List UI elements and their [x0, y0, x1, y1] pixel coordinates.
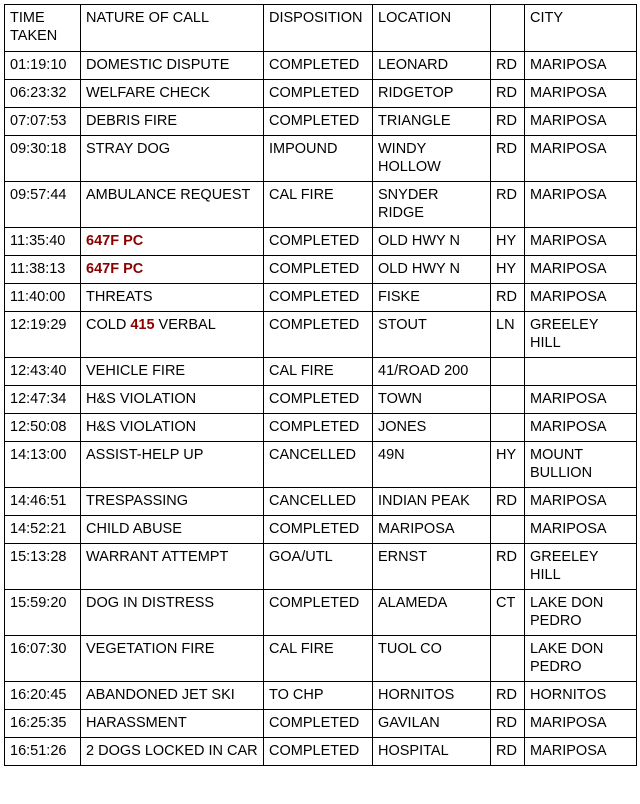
cell-disposition: COMPLETED — [264, 312, 373, 358]
cell-disposition: COMPLETED — [264, 284, 373, 312]
cell-city: MOUNT BULLION — [525, 442, 637, 488]
cell-city: MARIPOSA — [525, 386, 637, 414]
cell-nature — [81, 52, 264, 80]
table-row — [5, 710, 637, 738]
cell-time: 09:57:44 — [5, 182, 81, 228]
nature-text: H&S VIOLATION — [86, 419, 197, 435]
cell-nature — [81, 358, 264, 386]
cell-suffix: RD — [491, 738, 525, 766]
table-row — [5, 544, 637, 590]
cell-nature — [81, 710, 264, 738]
cell-disposition: COMPLETED — [264, 256, 373, 284]
cell-location: GAVILAN — [373, 710, 491, 738]
col-header-disposition: DISPOSITION — [264, 5, 373, 52]
cell-location: ERNST — [373, 544, 491, 590]
cell-time: 01:19:10 — [5, 52, 81, 80]
cell-location: 41/ROAD 200 — [373, 358, 491, 386]
nature-text: DEBRIS FIRE — [86, 113, 178, 129]
cell-location: TUOL CO — [373, 636, 491, 682]
cell-suffix: RD — [491, 488, 525, 516]
cell-time: 16:07:30 — [5, 636, 81, 682]
cell-suffix — [491, 414, 525, 442]
table-row — [5, 682, 637, 710]
col-header-city: CITY — [525, 5, 637, 52]
cell-nature — [81, 442, 264, 488]
nature-text: AMBULANCE REQUEST — [86, 187, 251, 203]
call-log-body — [5, 52, 637, 766]
cell-suffix: RD — [491, 108, 525, 136]
cell-disposition: CAL FIRE — [264, 182, 373, 228]
nature-text: CHILD ABUSE — [86, 521, 182, 537]
nature-text: TRESPASSING — [86, 493, 189, 509]
nature-text: STRAY DOG — [86, 141, 171, 157]
cell-time: 14:46:51 — [5, 488, 81, 516]
nature-text: HARASSMENT — [86, 715, 187, 731]
table-row — [5, 228, 637, 256]
cell-nature — [81, 682, 264, 710]
cell-suffix: RD — [491, 80, 525, 108]
cell-city: MARIPOSA — [525, 738, 637, 766]
table-row — [5, 738, 637, 766]
cell-suffix: RD — [491, 52, 525, 80]
table-row — [5, 636, 637, 682]
cell-nature — [81, 414, 264, 442]
nature-text: VEHICLE FIRE — [86, 363, 186, 379]
col-header-time: TIME TAKEN — [5, 5, 81, 52]
cell-location: HORNITOS — [373, 682, 491, 710]
cell-city: MARIPOSA — [525, 256, 637, 284]
cell-nature — [81, 590, 264, 636]
cell-disposition: CAL FIRE — [264, 358, 373, 386]
cell-location: SNYDER RIDGE — [373, 182, 491, 228]
cell-disposition: COMPLETED — [264, 228, 373, 256]
cell-nature — [81, 136, 264, 182]
cell-suffix: RD — [491, 710, 525, 738]
table-row — [5, 590, 637, 636]
cell-time: 15:13:28 — [5, 544, 81, 590]
cell-suffix: RD — [491, 136, 525, 182]
cell-time: 12:43:40 — [5, 358, 81, 386]
cell-location: RIDGETOP — [373, 80, 491, 108]
cell-suffix — [491, 636, 525, 682]
cell-disposition: COMPLETED — [264, 738, 373, 766]
cell-city: MARIPOSA — [525, 108, 637, 136]
cell-time: 11:40:00 — [5, 284, 81, 312]
table-row — [5, 386, 637, 414]
cell-time: 16:25:35 — [5, 710, 81, 738]
nature-text: DOG IN DISTRESS — [86, 595, 215, 611]
cell-time: 16:51:26 — [5, 738, 81, 766]
call-log-table — [4, 4, 637, 766]
cell-disposition: CANCELLED — [264, 488, 373, 516]
nature-text: WARRANT ATTEMPT — [86, 549, 229, 565]
cell-city: MARIPOSA — [525, 136, 637, 182]
cell-nature — [81, 516, 264, 544]
cell-location: MARIPOSA — [373, 516, 491, 544]
cell-suffix — [491, 516, 525, 544]
table-row — [5, 358, 637, 386]
col-header-nature: NATURE OF CALL — [81, 5, 264, 52]
table-row — [5, 414, 637, 442]
cell-location: ALAMEDA — [373, 590, 491, 636]
cell-disposition: COMPLETED — [264, 52, 373, 80]
cell-location: 49N — [373, 442, 491, 488]
cell-location: TOWN — [373, 386, 491, 414]
cell-suffix: HY — [491, 228, 525, 256]
cell-suffix: HY — [491, 256, 525, 284]
table-row — [5, 182, 637, 228]
cell-city: MARIPOSA — [525, 710, 637, 738]
cell-city: MARIPOSA — [525, 414, 637, 442]
cell-location: LEONARD — [373, 52, 491, 80]
cell-time: 11:35:40 — [5, 228, 81, 256]
cell-time: 12:50:08 — [5, 414, 81, 442]
cell-city: MARIPOSA — [525, 516, 637, 544]
nature-text: ABANDONED JET SKI — [86, 687, 235, 703]
cell-city: MARIPOSA — [525, 228, 637, 256]
table-row — [5, 80, 637, 108]
cell-suffix: RD — [491, 682, 525, 710]
nature-text: H&S VIOLATION — [86, 391, 197, 407]
cell-suffix: RD — [491, 182, 525, 228]
cell-disposition: COMPLETED — [264, 590, 373, 636]
cell-time: 15:59:20 — [5, 590, 81, 636]
code-highlight: 415 — [130, 317, 155, 333]
nature-text: THREATS — [86, 289, 153, 305]
cell-city: MARIPOSA — [525, 52, 637, 80]
cell-disposition: COMPLETED — [264, 80, 373, 108]
nature-text: VEGETATION FIRE — [86, 641, 215, 657]
cell-nature — [81, 228, 264, 256]
cell-time: 09:30:18 — [5, 136, 81, 182]
cell-nature — [81, 636, 264, 682]
cell-disposition: COMPLETED — [264, 386, 373, 414]
cell-suffix: CT — [491, 590, 525, 636]
cell-disposition: COMPLETED — [264, 516, 373, 544]
cell-nature — [81, 386, 264, 414]
table-row — [5, 136, 637, 182]
cell-disposition: COMPLETED — [264, 108, 373, 136]
code-highlight: 647F PC — [86, 233, 144, 249]
table-row — [5, 442, 637, 488]
cell-city: GREELEY HILL — [525, 312, 637, 358]
nature-text: ASSIST-HELP UP — [86, 447, 204, 463]
cell-time: 14:13:00 — [5, 442, 81, 488]
cell-suffix — [491, 358, 525, 386]
cell-disposition: GOA/UTL — [264, 544, 373, 590]
header-row — [5, 5, 637, 52]
nature-text: DOMESTIC DISPUTE — [86, 57, 230, 73]
cell-location: WINDY HOLLOW — [373, 136, 491, 182]
nature-text: COLD — [86, 317, 131, 333]
table-row — [5, 108, 637, 136]
cell-disposition: COMPLETED — [264, 710, 373, 738]
code-highlight: 647F PC — [86, 261, 144, 277]
table-row — [5, 516, 637, 544]
cell-nature — [81, 488, 264, 516]
cell-disposition: CANCELLED — [264, 442, 373, 488]
table-row — [5, 488, 637, 516]
cell-city: MARIPOSA — [525, 80, 637, 108]
cell-city: GREELEY HILL — [525, 544, 637, 590]
cell-nature — [81, 108, 264, 136]
cell-disposition: IMPOUND — [264, 136, 373, 182]
cell-suffix: LN — [491, 312, 525, 358]
cell-nature — [81, 284, 264, 312]
cell-location: OLD HWY N — [373, 256, 491, 284]
nature-text: 2 DOGS LOCKED IN CAR — [86, 743, 258, 759]
nature-text: VERBAL — [154, 317, 216, 333]
cell-nature — [81, 738, 264, 766]
cell-city — [525, 358, 637, 386]
table-row — [5, 312, 637, 358]
table-row — [5, 284, 637, 312]
cell-city: HORNITOS — [525, 682, 637, 710]
col-header-suffix — [491, 5, 525, 52]
nature-text: WELFARE CHECK — [86, 85, 211, 101]
cell-time: 12:47:34 — [5, 386, 81, 414]
cell-city: LAKE DON PEDRO — [525, 636, 637, 682]
cell-nature — [81, 256, 264, 284]
cell-location: FISKE — [373, 284, 491, 312]
cell-nature — [81, 544, 264, 590]
cell-time: 07:07:53 — [5, 108, 81, 136]
table-row — [5, 52, 637, 80]
cell-location: HOSPITAL — [373, 738, 491, 766]
cell-city: MARIPOSA — [525, 284, 637, 312]
cell-location: OLD HWY N — [373, 228, 491, 256]
cell-location: TRIANGLE — [373, 108, 491, 136]
cell-time: 14:52:21 — [5, 516, 81, 544]
col-header-location: LOCATION — [373, 5, 491, 52]
table-row — [5, 256, 637, 284]
cell-location: STOUT — [373, 312, 491, 358]
cell-suffix: RD — [491, 284, 525, 312]
cell-disposition: CAL FIRE — [264, 636, 373, 682]
cell-location: INDIAN PEAK — [373, 488, 491, 516]
cell-suffix: RD — [491, 544, 525, 590]
cell-time: 12:19:29 — [5, 312, 81, 358]
cell-time: 11:38:13 — [5, 256, 81, 284]
cell-city: MARIPOSA — [525, 182, 637, 228]
cell-suffix: HY — [491, 442, 525, 488]
cell-time: 16:20:45 — [5, 682, 81, 710]
cell-suffix — [491, 386, 525, 414]
cell-disposition: TO CHP — [264, 682, 373, 710]
cell-city: LAKE DON PEDRO — [525, 590, 637, 636]
cell-nature — [81, 182, 264, 228]
cell-location: JONES — [373, 414, 491, 442]
cell-disposition: COMPLETED — [264, 414, 373, 442]
cell-nature — [81, 312, 264, 358]
cell-nature — [81, 80, 264, 108]
cell-time: 06:23:32 — [5, 80, 81, 108]
cell-city: MARIPOSA — [525, 488, 637, 516]
